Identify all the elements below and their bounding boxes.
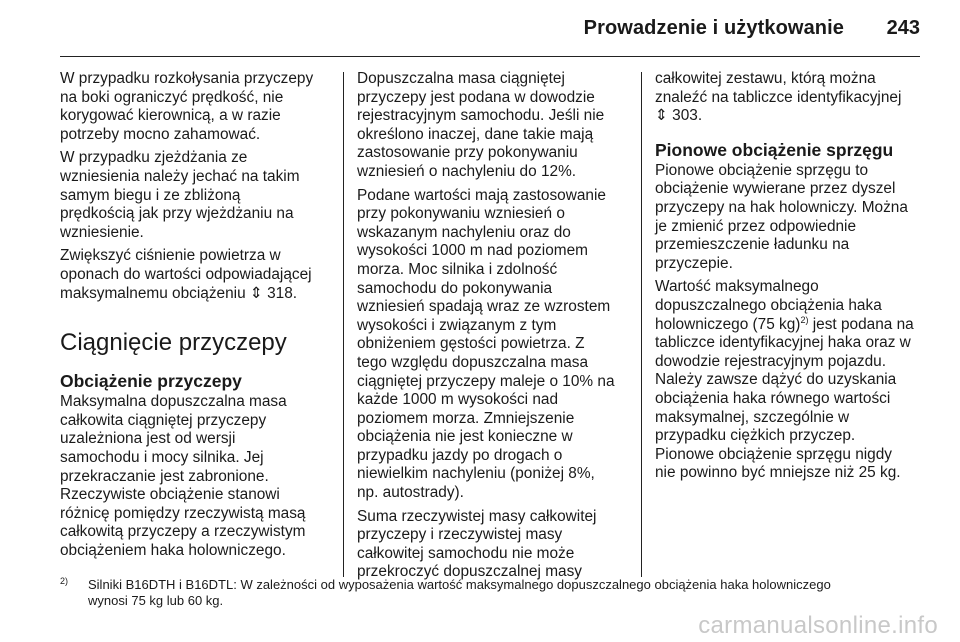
page-number: 243: [886, 17, 920, 39]
paragraph-altitude: Podane wartości mają zastosowanie przy pokonywaniu wzniesień o wskazanym nachyleniu oraz do wysokości 1000 m nad poziomem morza. Moc silnika i zdolność samochodu do pokonywania wzniesień spadają wraz ze wzrostem wysokości i związanym z tym obniżeniem gęstości powietrza. Z tego względu dopuszczalna masa ciągniętej przyczepy maleje o 10% na każde 1000 m wysokości nad poziomem morza. Zmniejszenie obciążenia nie jest konieczne w przypadku jazdy po drogach o niewielkim nachyleniu (poniżej 8%, np. autostrady).: [357, 186, 615, 502]
paragraph-tyre-pressure: Zwiększyć ciśnienie powietrza w oponach do wartości odpowiadającej maksymalnemu obciążeniu ⇕ 318.: [60, 247, 332, 303]
footnote: [60, 577, 920, 608]
page-reference-318[interactable]: maksymalnemu obciążeniu ⇕ 318.: [60, 284, 298, 302]
section-heading-towing: Ciągnięcie przyczepy: [60, 329, 287, 357]
running-title: Prowadzenie i użytkowanie: [583, 17, 844, 39]
paragraph-total-mass-cont: całkowitej zestawu, którą można znaleźć na tabliczce identyfikacyjnej ⇕ 303.: [655, 70, 927, 126]
subheading-coupling-load: Pionowe obciążenie sprzęgu: [655, 139, 894, 160]
page-reference-303[interactable]: ⇕ 303.: [655, 107, 703, 125]
paragraph-trailer-load: Maksymalna dopuszczalna masa całkowita ciągniętej przyczepy uzależniona jest od wersji samochodu i mocy silnika. Jej przekraczanie jest zabronione. Rzeczywiste obciążenie stanowi różnicę pomiędzy rzeczywistą masą całkowitą przyczepy a rzeczywistym obciążeniem haka holowniczego.: [60, 393, 306, 559]
paragraph-downhill: W przypadku zjeżdżania ze wzniesienia należy jechać na takim samym biegu i ze zbliżoną prędkością jak przy wjeżdżaniu na wzniesienie.: [60, 149, 300, 241]
page-header: [0, 0, 960, 58]
column-divider-2: [641, 72, 642, 577]
column-3: [655, 70, 927, 488]
footnote-marker: 2): [800, 314, 809, 325]
paragraph-coupling-max: Wartość maksymalnego dopuszczalnego obciążenia haka holowniczego (75 kg)$^{2)}$ jest podana na tabliczce identyfikacyjnej haka oraz w dowodzie rejestracyjnym pojazdu. Należy zawsze dążyć do uzyskania obciążenia haka równego wartości maksymalnej, szczególnie w przypadku ciężkich przyczep. Pionowe obciążenie sprzęgu nigdy nie powinno być mniejsze niż 25 kg.: [655, 278, 914, 482]
paragraph-permitted-mass: Dopuszczalna masa ciągniętej przyczepy jest podana w dowodzie rejestracyjnym samochodu. Jeśli nie określono inaczej, dane takie mają zastosowanie przy pokonywaniu wzniesień o nachyleniu do 12%.: [357, 70, 605, 180]
column-2: [357, 70, 629, 587]
paragraph-swaying: W przypadku rozkołysania przyczepy na boki ograniczyć prędkość, nie korygować kierownicą, a w razie potrzeby mocno zahamować.: [60, 70, 314, 143]
watermark: carmanualsonline.info: [698, 612, 938, 639]
subheading-trailer-load: Obciążenie przyczepy: [60, 371, 242, 392]
column-1: [60, 70, 332, 565]
paragraph-total-mass: Suma rzeczywistej masy całkowitej przyczepy i rzeczywistej masy całkowitej samochodu nie może przekroczyć dopuszczalnej masy: [357, 507, 597, 581]
paragraph-coupling-definition: Pionowe obciążenie sprzęgu to obciążenie wywierane przez dyszel przyczepy na hak holowniczy. Można je zmienić przez odpowiednie przemieszczenie ładunku na przyczepie.: [655, 161, 908, 272]
column-divider-1: [343, 72, 344, 577]
footnote-number: 2): [60, 576, 69, 586]
header-divider: [60, 56, 920, 57]
footnote-text: Silniki B16DTH i B16DTL: W zależności od wyposażenia wartość maksymalnego dopuszczalnego obciążenia haka holowniczego wynosi 75 kg lub 60 kg.: [88, 577, 831, 608]
